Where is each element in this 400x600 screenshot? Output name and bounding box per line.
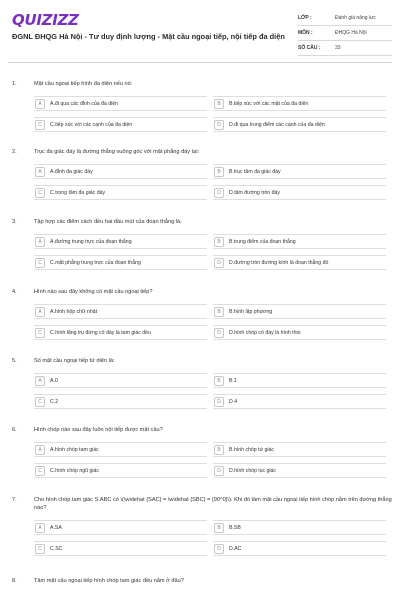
option-letter-box: A [35, 307, 45, 317]
meta-table [298, 11, 392, 56]
question-number: 3. [12, 219, 17, 225]
question-header [12, 496, 392, 512]
option-letter-box: C [35, 120, 45, 130]
option-letter-box: D [214, 544, 224, 554]
answer-option[interactable] [213, 394, 386, 409]
option-letter-box: B [214, 237, 224, 247]
document-title: ĐGNL ĐHQG Hà Nội - Tư duy định lượng - Mặt cầu ngoại tiếp, nội tiếp đa diện [12, 32, 285, 41]
question [12, 426, 392, 478]
answer-option[interactable] [34, 520, 207, 535]
quizizz-logo: QUIZIZZ [12, 11, 79, 29]
question-text: Cho hình chóp tam giác S.ABC có \(\widehat {SAC} = \widehat {SBC} = {90^0}\). Khi đó tâm mặt cầu ngoại tiếp hình chóp nằm trên đường thẳng nào? [34, 497, 392, 511]
option-letter-box: D [214, 466, 224, 476]
meta-key: LỚP : [298, 15, 312, 21]
answer-option[interactable] [213, 234, 386, 249]
option-letter-box: A [35, 99, 45, 109]
option-text: B.1 [229, 377, 237, 384]
option-letter-box: A [35, 167, 45, 177]
option-text: B.trung điểm của đoạn thẳng [229, 238, 296, 245]
answer-option[interactable] [213, 373, 386, 388]
answer-option[interactable] [213, 541, 386, 556]
question [12, 80, 392, 132]
option-letter-box: B [214, 376, 224, 386]
option-letter-box: C [35, 397, 45, 407]
option-text: A.hình hộp chữ nhật [50, 308, 98, 315]
answer-options [34, 373, 386, 409]
question-text: Tập hợp các điểm cách đều hai đầu mút của đoạn thẳng là: [34, 219, 182, 225]
option-text: D.tâm đường tròn đáy [229, 189, 280, 196]
option-text: B.trục tâm đa giác đáy [229, 168, 281, 175]
answer-options [34, 164, 386, 200]
question-number: 6. [12, 427, 17, 433]
answer-option[interactable] [34, 164, 207, 179]
question-header [12, 577, 392, 585]
option-letter-box: C [35, 258, 45, 268]
option-letter-box: C [35, 466, 45, 476]
meta-row-count [298, 41, 392, 56]
answer-option[interactable] [213, 304, 386, 319]
question-header [12, 148, 392, 156]
option-letter-box: C [35, 328, 45, 338]
answer-option[interactable] [34, 117, 207, 132]
question-text: Trục đa giác đáy là đường thẳng vuông góc với mặt phẳng đáy tại: [34, 149, 200, 155]
answer-option[interactable] [34, 185, 207, 200]
option-letter-box: A [35, 445, 45, 455]
question-header [12, 426, 392, 434]
option-text: C.trọng tâm đa giác đáy [50, 189, 106, 196]
question [12, 577, 392, 585]
meta-key: MÔN : [298, 30, 313, 36]
answer-option[interactable] [34, 325, 207, 340]
answer-options [34, 96, 386, 132]
option-text: A.hình chóp tam giác [50, 446, 99, 453]
option-letter-box: B [214, 167, 224, 177]
answer-option[interactable] [34, 96, 207, 111]
option-letter-box: D [214, 397, 224, 407]
option-text: D.đường tròn đường kính là đoạn thẳng đó [229, 259, 329, 266]
answer-option[interactable] [213, 164, 386, 179]
option-letter-box: B [214, 307, 224, 317]
option-text: D.hình chóp lục giác [229, 467, 277, 474]
option-letter-box: D [214, 120, 224, 130]
option-letter-box: B [214, 445, 224, 455]
option-letter-box: A [35, 523, 45, 533]
question [12, 148, 392, 200]
header-divider [8, 62, 392, 63]
option-text: C.2 [50, 398, 59, 405]
question [12, 357, 392, 409]
option-text: C.hình chóp ngũ giác [50, 467, 100, 474]
answer-option[interactable] [34, 373, 207, 388]
question [12, 218, 392, 270]
option-text: C.hình lăng trụ đứng có đáy là tam giác đều [50, 329, 151, 336]
answer-option[interactable] [213, 325, 386, 340]
answer-option[interactable] [213, 442, 386, 457]
answer-options [34, 520, 386, 556]
answer-options [34, 304, 386, 340]
question-text: Hình nào sau đây không có mặt cầu ngoại tiếp? [34, 289, 153, 295]
option-text: A.0 [50, 377, 58, 384]
option-letter-box: B [214, 523, 224, 533]
option-letter-box: D [214, 328, 224, 338]
question [12, 496, 392, 556]
answer-option[interactable] [213, 96, 386, 111]
option-text: B.hình lập phương [229, 308, 273, 315]
option-text: B.hình chóp tứ giác [229, 446, 275, 453]
question-number: 7. [12, 497, 17, 503]
question-header [12, 357, 392, 365]
option-text: A.đi qua các đỉnh của đa diện [50, 100, 119, 107]
answer-option[interactable] [34, 463, 207, 478]
option-text: C.mặt phẳng trung trực của đoạn thẳng [50, 259, 141, 266]
option-text: A.SA [50, 524, 62, 531]
meta-value: 33 [335, 45, 341, 51]
option-text: D.đi qua trung điểm các cạnh của đa diện [229, 121, 325, 128]
option-letter-box: D [214, 258, 224, 268]
meta-row-subject [298, 26, 392, 41]
meta-key: SỐ CÂU : [298, 45, 321, 51]
option-text: D.hình chóp có đáy là hình thoi [229, 329, 301, 336]
option-text: C.SC [50, 545, 63, 552]
question-number: 5. [12, 358, 17, 364]
option-text: B.tiếp xúc với các mặt của đa diện [229, 100, 309, 107]
option-letter-box: A [35, 237, 45, 247]
answer-option[interactable] [34, 255, 207, 270]
meta-row-class [298, 11, 392, 26]
answer-option[interactable] [34, 394, 207, 409]
answer-option[interactable] [213, 185, 386, 200]
option-text: D.AC [229, 545, 242, 552]
option-letter-box: B [214, 99, 224, 109]
meta-value: Đánh giá năng lực [335, 15, 376, 21]
answer-option[interactable] [213, 117, 386, 132]
answer-option[interactable] [34, 541, 207, 556]
question [12, 288, 392, 340]
question-header [12, 288, 392, 296]
answer-option[interactable] [34, 304, 207, 319]
question-text: Số mặt cầu ngoại tiếp tứ diện là: [34, 358, 115, 364]
option-letter-box: A [35, 376, 45, 386]
option-text: A.đường trung trực của đoạn thẳng [50, 238, 132, 245]
answer-option[interactable] [213, 520, 386, 535]
answer-option[interactable] [213, 463, 386, 478]
answer-option[interactable] [34, 234, 207, 249]
question-number: 1. [12, 81, 17, 87]
option-text: A.đỉnh đa giác đáy [50, 168, 93, 175]
answer-options [34, 442, 386, 478]
option-text: B.SB [229, 524, 241, 531]
option-text: C.tiếp xúc với các cạnh của đa diện [50, 121, 133, 128]
option-letter-box: D [214, 188, 224, 198]
option-letter-box: C [35, 188, 45, 198]
question-number: 4. [12, 289, 17, 295]
question-text: Tâm mặt cầu ngoại tiếp hình chóp tam giác đều nằm ở đâu? [34, 578, 184, 584]
question-header [12, 218, 392, 226]
answer-option[interactable] [34, 442, 207, 457]
question-number: 2. [12, 149, 17, 155]
option-text: D.4 [229, 398, 238, 405]
answer-options [34, 234, 386, 270]
question-text: Mặt cầu ngoại tiếp hình đa diện nếu nó: [34, 81, 133, 87]
answer-option[interactable] [213, 255, 386, 270]
question-header [12, 80, 392, 88]
meta-value: ĐHQG Hà Nội [335, 30, 367, 36]
option-letter-box: C [35, 544, 45, 554]
question-number: 8. [12, 578, 17, 584]
question-text: Hình chóp nào sau đây luôn nội tiếp được mặt cầu? [34, 427, 163, 433]
